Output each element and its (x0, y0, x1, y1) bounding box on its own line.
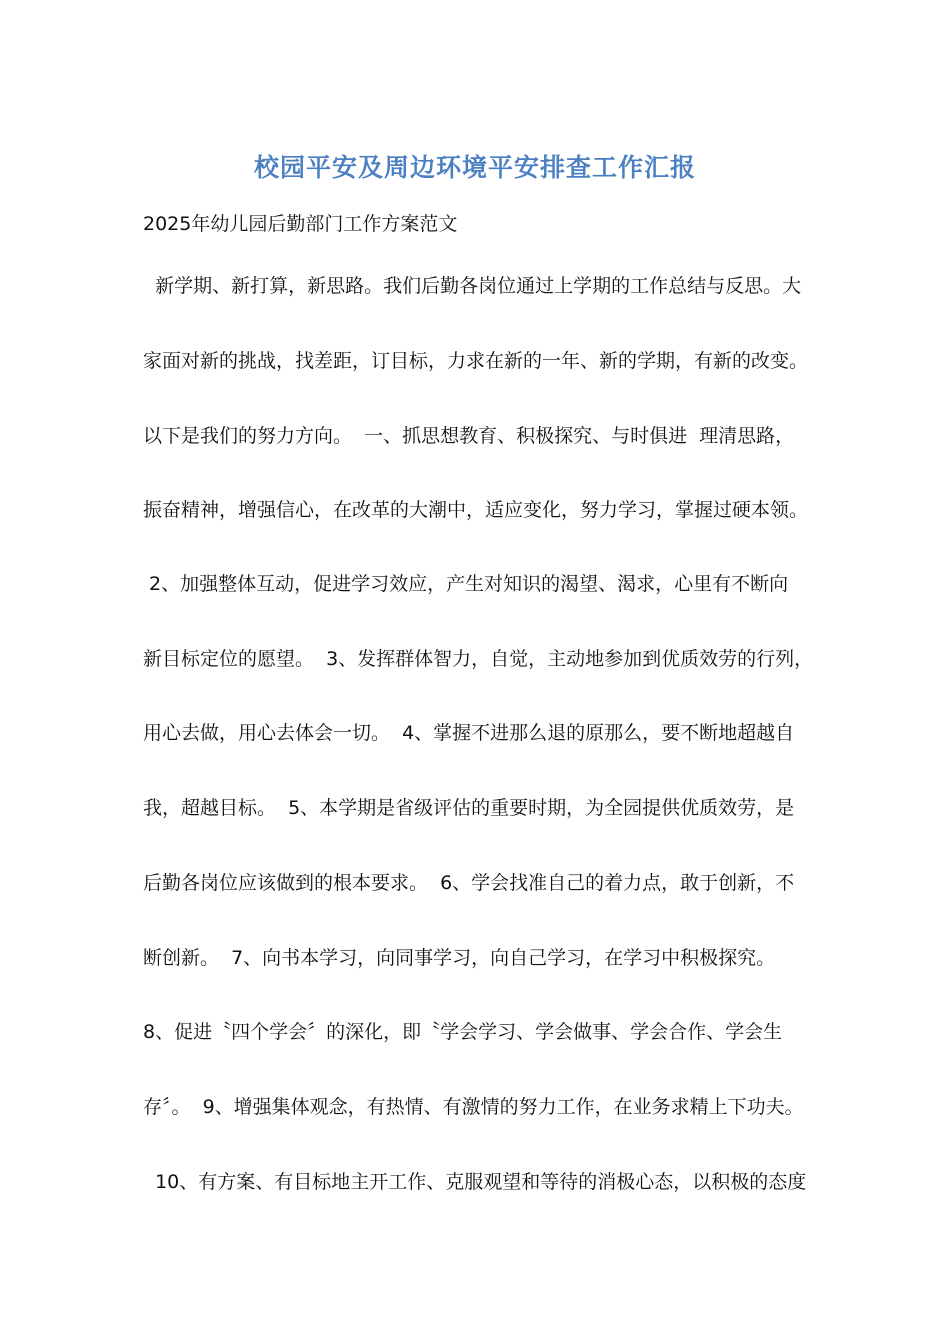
body-line: 10、有方案、有目标地主开工作、克服观望和等待的消极心态，以积极的态度 (143, 1171, 807, 1193)
document-subtitle: 2025年幼儿园后勤部门工作方案范文 (143, 213, 458, 235)
document-title: 校园平安及周边环境平安排查工作汇报 (253, 153, 696, 182)
body-line: 后勤各岗位应该做到的根本要求。 6、学会找准自己的着力点，敢于创新，不 (143, 872, 795, 894)
body-line: 新目标定位的愿望。 3、发挥群体智力，自觉，主动地参加到优质效劳的行列， (143, 648, 814, 670)
body-line: 新学期、新打算，新思路。我们后勤各岗位通过上学期的工作总结与反思。大 (143, 275, 802, 297)
body-line: 以下是我们的努力方向。 一、抓思想教育、积极探究、与时俱进 理清思路， (143, 425, 795, 447)
body-line: 2、加强整体互动，促进学习效应，产生对知识的渴望、渴求，心里有不断向 (143, 573, 789, 595)
body-line: 断创新。 7、向书本学习，向同事学习，向自己学习，在学习中积极探究。 (143, 947, 776, 969)
body-line: 家面对新的挑战，找差距，订目标，力求在新的一年、新的学期，有新的改变。 (143, 350, 809, 372)
body-line: 存〞。 9、增强集体观念，有热情、有激情的努力工作，在业务求精上下功夫。 (143, 1096, 804, 1118)
body-line: 用心去做，用心去体会一切。 4、掌握不进那么退的原那么，要不断地超越自 (143, 722, 795, 744)
body-line: 8、促进〝四个学会〞的深化，即〝学会学习、学会做事、学会合作、学会生 (143, 1021, 783, 1043)
body-line: 振奋精神，增强信心，在改革的大潮中，适应变化，努力学习，掌握过硬本领。 (143, 499, 809, 521)
body-line: 我，超越目标。 5、本学期是省级评估的重要时期，为全园提供优质效劳，是 (143, 797, 795, 819)
